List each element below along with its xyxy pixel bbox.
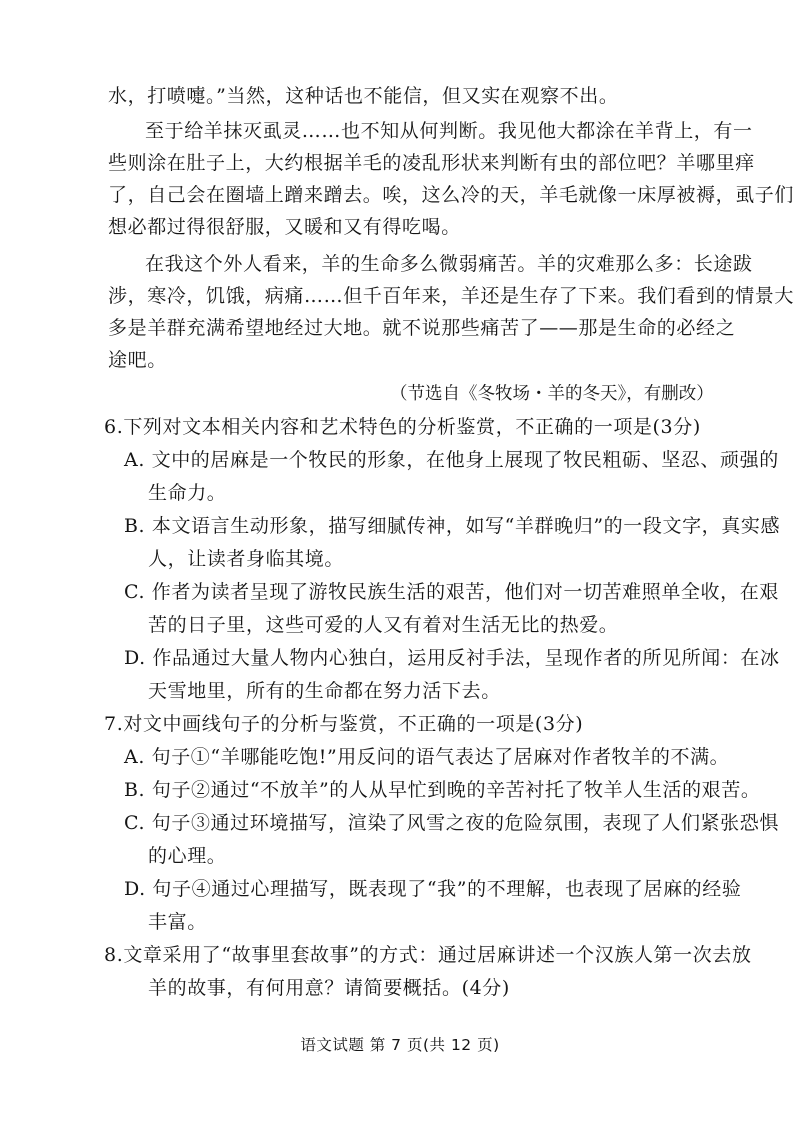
passage-line: 想必都过得很舒服，又暖和又有得吃喝。 (108, 216, 461, 238)
question-6-option-a: A. 文中的居麻是一个牧民的形象，在他身上展现了牧民粗砺、坚忍、顽强的 (124, 449, 779, 471)
source-attribution: （节选自《冬牧场・羊的冬天》，有删改） (390, 384, 714, 404)
question-7-option-d: D. 句子④通过心理描写，既表现了“我”的不理解，也表现了居麻的经验 (124, 878, 742, 900)
question-6-option-c: C. 作者为读者呈现了游牧民族生活的艰苦，他们对一切苦难照单全收，在艰 (124, 581, 779, 603)
question-6-option-a-cont: 生命力。 (148, 482, 227, 504)
passage-line: 涉，寒冷，饥饿，病痛……但千百年来，羊还是生存了下来。我们看到的情景大 (108, 285, 795, 307)
question-7-stem: 7.对文中画线句子的分析与鉴赏，不正确的一项是(3分) (104, 713, 584, 735)
passage-line: 至于给羊抹灭虱灵……也不知从何判断。我见他大都涂在羊背上，有一 (145, 120, 753, 142)
passage-line: 些则涂在肚子上，大约根据羊毛的凌乱形状来判断有虫的部位吧？羊哪里痒 (108, 152, 755, 174)
question-7-option-c-cont: 的心理。 (148, 845, 227, 867)
question-7-option-d-cont: 丰富。 (148, 911, 207, 933)
question-6-option-d: D. 作品通过大量人物内心独白，运用反衬手法，呈现作者的所见所闻：在冰 (124, 647, 780, 669)
question-7-option-b: B. 句子②通过“不放羊”的人从早忙到晚的辛苦衬托了牧羊人生活的艰苦。 (124, 779, 761, 801)
passage-line: 在我这个外人看来，羊的生命多么微弱痛苦。羊的灾难那么多：长途跋 (145, 253, 753, 275)
passage-line: 水，打喷嚏。”当然，这种话也不能信，但又实在观察不出。 (108, 85, 619, 107)
page-footer: 语文试题 第 7 页(共 12 页) (300, 1036, 500, 1054)
passage-line: 了，自己会在圈墙上蹭来蹭去。唉，这么冷的天，羊毛就像一床厚被褥，虱子们 (108, 184, 795, 206)
question-7-option-c: C. 句子③通过环境描写，渲染了风雪之夜的危险氛围，表现了人们紧张恐惧 (124, 812, 779, 834)
question-8-stem-cont: 羊的故事，有何用意？请简要概括。(4分) (148, 977, 510, 999)
question-7-option-a: A. 句子①“羊哪能吃饱!”用反问的语气表达了居麻对作者牧羊的不满。 (124, 746, 730, 768)
question-6-option-c-cont: 苦的日子里，这些可爱的人又有着对生活无比的热爱。 (148, 614, 619, 636)
question-6-option-b-cont: 人，让读者身临其境。 (148, 548, 345, 570)
passage-line: 途吧。 (108, 349, 167, 371)
question-8-stem: 8.文章采用了“故事里套故事”的方式：通过居麻讲述一个汉族人第一次去放 (104, 944, 752, 966)
passage-line: 多是羊群充满希望地经过大地。就不说那些痛苦了——那是生命的必经之 (108, 317, 736, 339)
question-6-option-d-cont: 天雪地里，所有的生命都在努力活下去。 (148, 680, 501, 702)
question-6-stem: 6.下列对文本相关内容和艺术特色的分析鉴赏，不正确的一项是(3分) (104, 416, 701, 438)
question-6-option-b: B. 本文语言生动形象，描写细腻传神，如写“羊群晚归”的一段文字，真实感 (124, 515, 781, 537)
